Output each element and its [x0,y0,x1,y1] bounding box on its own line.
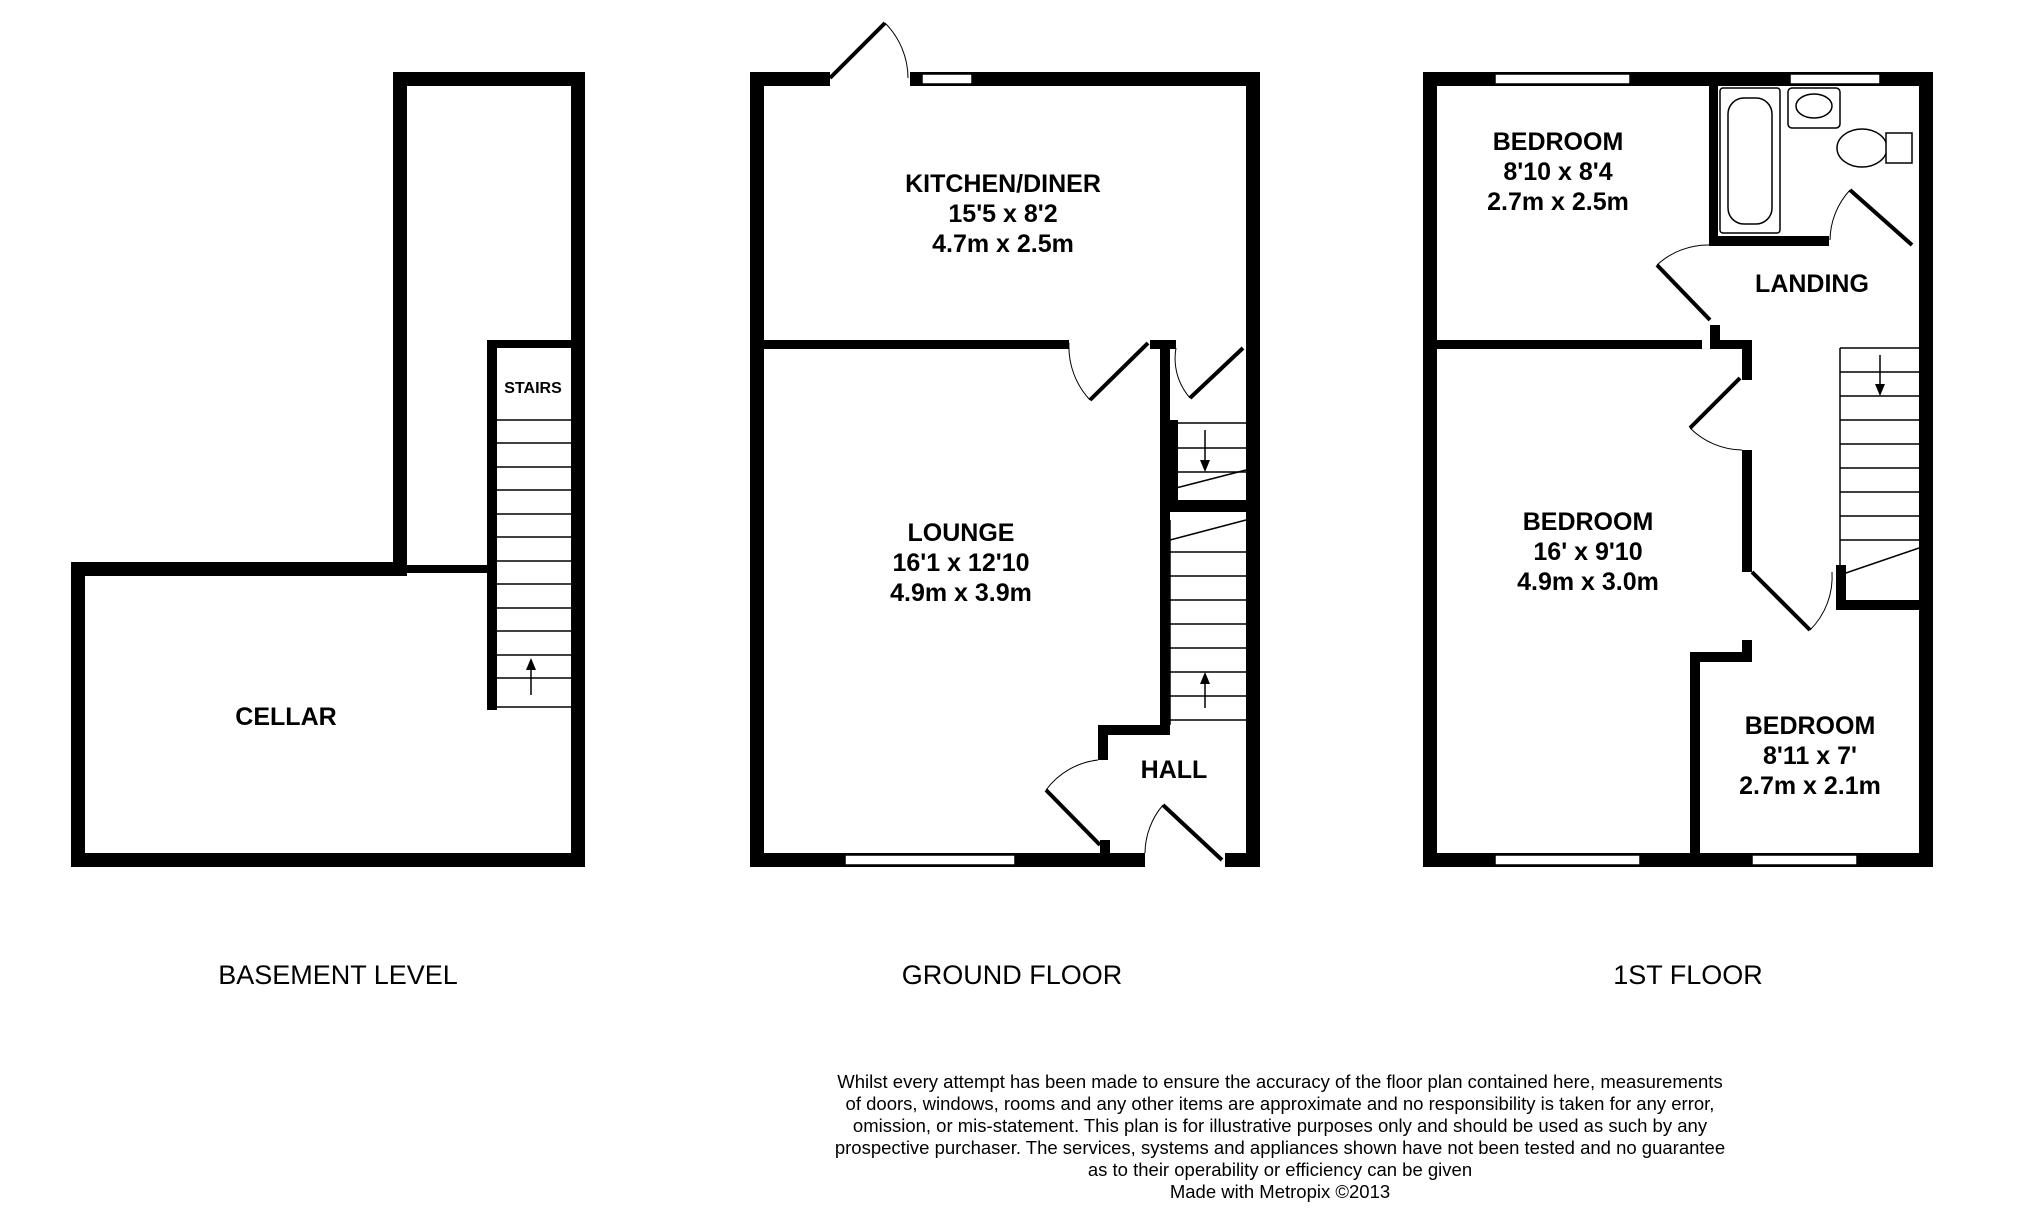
toilet-cistern [1886,133,1912,163]
wall [1225,853,1260,867]
wall [1246,72,1260,867]
wall [571,72,585,867]
wall [1709,236,1829,246]
wall [487,340,497,710]
wall [750,72,764,867]
wall [1423,72,1437,867]
bedroom3-metric: 2.7m x 2.1m [1739,772,1881,800]
wall [407,565,487,573]
wall [1170,420,1178,505]
first-floor-stairs [1840,348,1919,575]
kitchen-imperial: 15'5 x 8'2 [948,200,1058,228]
bath-inner [1728,98,1772,224]
cellar-label: CELLAR [235,703,337,731]
disclaimer-line: omission, or mis-statement. This plan is for illustrative purposes only and should be used as such by any [852,1115,1708,1136]
disclaimer [835,1071,1725,1202]
wall [1710,325,1720,349]
bedroom3-imperial: 8'11 x 7' [1763,742,1857,770]
hall-name: HALL [1140,756,1208,784]
wall [393,72,585,86]
wall [71,853,585,867]
wall [1437,340,1702,349]
wall [1098,725,1170,735]
ground-floor-plan [750,23,1260,867]
wall [764,340,1069,349]
wall [393,72,407,574]
bedroom2-name: BEDROOM [1522,508,1654,536]
disclaimer-line: as to their operability or efficiency can be given [1087,1159,1473,1180]
ground-stairs-lower [1170,520,1246,725]
wall [1709,86,1718,246]
wall [71,562,407,576]
lounge-imperial: 16'1 x 12'10 [892,549,1030,577]
disclaimer-line: prospective purchaser. The services, systems and appliances shown have not been tested and no guarantee [834,1137,1726,1158]
ground-doors [830,23,1243,860]
wall [1742,450,1752,572]
disclaimer-line: of doors, windows, rooms and any other items are approximate and no responsibility is taken for any error, [845,1093,1715,1114]
wall [1690,652,1700,857]
bedroom1-metric: 2.7m x 2.5m [1487,188,1629,216]
bedroom3-name: BEDROOM [1744,712,1876,740]
lounge-metric: 4.9m x 3.9m [890,579,1032,607]
first-floor-plan [1423,72,1933,867]
toilet-icon [1837,129,1887,167]
landing-name: LANDING [1755,270,1869,298]
window [1790,74,1880,84]
bedroom1-name: BEDROOM [1492,128,1624,156]
bathroom-fixtures [1720,88,1912,233]
wall [71,562,85,867]
ground-stairs-upper [1176,423,1246,488]
wall [1100,840,1110,860]
basin-bowl [1796,94,1832,118]
stairs-label: STAIRS [504,380,562,397]
wall [1742,340,1752,380]
first-floor-label: 1ST FLOOR [1613,960,1763,990]
kitchen-name: KITCHEN/DINER [905,170,1101,198]
kitchen-metric: 4.7m x 2.5m [932,230,1074,258]
basement-stairs [497,420,571,707]
lounge-name: LOUNGE [907,519,1015,547]
window [1495,74,1630,84]
basement-level-label: BASEMENT LEVEL [218,960,458,990]
window [1752,855,1857,865]
bedroom1-imperial: 8'10 x 8'4 [1503,158,1613,186]
wall [1160,340,1170,735]
disclaimer-credit: Made with Metropix ©2013 [1169,1181,1391,1202]
wall [1170,500,1250,512]
bedroom2-imperial: 16' x 9'10 [1533,538,1643,566]
wall [1836,600,1926,610]
wall [487,340,575,348]
wall [1919,72,1933,867]
window [845,855,1015,865]
basement-plan [71,72,585,867]
disclaimer-line: Whilst every attempt has been made to ensure the accuracy of the floor plan contained here, measurements [837,1071,1723,1092]
ground-floor-label: GROUND FLOOR [901,960,1123,990]
window [922,74,972,84]
window [1495,855,1640,865]
bedroom2-metric: 4.9m x 3.0m [1517,568,1659,596]
wall [1098,725,1108,760]
